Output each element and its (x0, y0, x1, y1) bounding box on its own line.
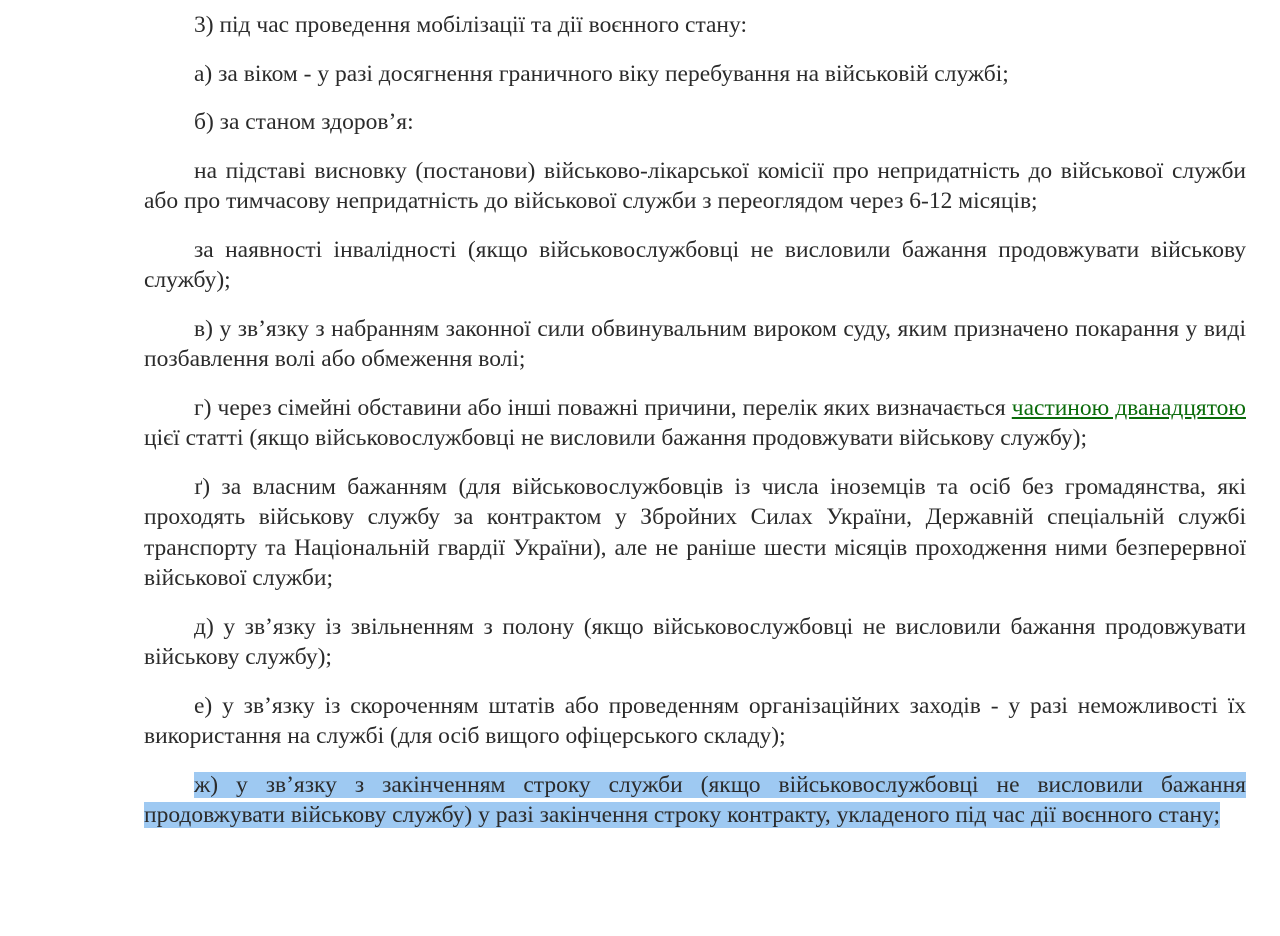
paragraph-own-will: ґ) за власним бажанням (для військовослужбовців із числа іноземців та осіб без громадянства, які проходять військову службу за контрактом у Збройних Силах України, Державній спеціальній службі транспорту та Національній гвардії України), але не раніше шести місяців проходження ними безперервної військової служби; (144, 473, 1246, 591)
document-body (144, 10, 1246, 849)
paragraph-disability: за наявності інвалідності (якщо військовослужбовці не висловили бажання продовжувати військову службу); (144, 236, 1246, 293)
paragraph-court-verdict: в) у зв’язку з набранням законної сили обвинувальним вироком суду, яким призначено покарання у виді позбавлення волі або обмеження волі; (144, 315, 1246, 372)
paragraph-age: а) за віком - у разі досягнення граничного віку перебування на військовій службі; (194, 60, 1009, 87)
paragraph-staff-reduction: е) у зв’язку із скороченням штатів або проведенням організаційних заходів - у разі неможливості їх використання на службі (для осіб вищого офіцерського складу); (144, 692, 1246, 749)
paragraph-captivity-release: д) у зв’язку із звільненням з полону (якщо військовослужбовці не висловили бажання продовжувати військову службу); (144, 613, 1246, 670)
paragraph-mobilization-heading: 3) під час проведення мобілізації та дії воєнного стану: (194, 12, 747, 38)
selected-text[interactable]: ж) у зв’язку з закінченням строку служби (якщо військовослужбовці не висловили бажання продовжувати військову службу) у разі закінчення строку контракту, укладеного під час дії воєнного стану; (144, 771, 1246, 828)
paragraph-service-term-selected[interactable] (144, 770, 1246, 831)
family-text-after: цієї статті (якщо військовослужбовці не висловили бажання продовжувати військову службу); (144, 425, 1087, 451)
paragraph-health-heading: б) за станом здоров’я: (194, 109, 414, 135)
family-text-before: г) через сімейні обставини або інші поважні причини, перелік яких визначається (194, 394, 1012, 421)
part-twelve-link[interactable]: частиною дванадцятою (1011, 394, 1246, 421)
paragraph-family-circumstances (144, 393, 1246, 454)
paragraph-medical-commission: на підставі висновку (постанови) військово-лікарської комісії про непридатність до військової служби або про тимчасову непридатність до військової служби з переоглядом через 6-12 місяців; (144, 157, 1246, 214)
